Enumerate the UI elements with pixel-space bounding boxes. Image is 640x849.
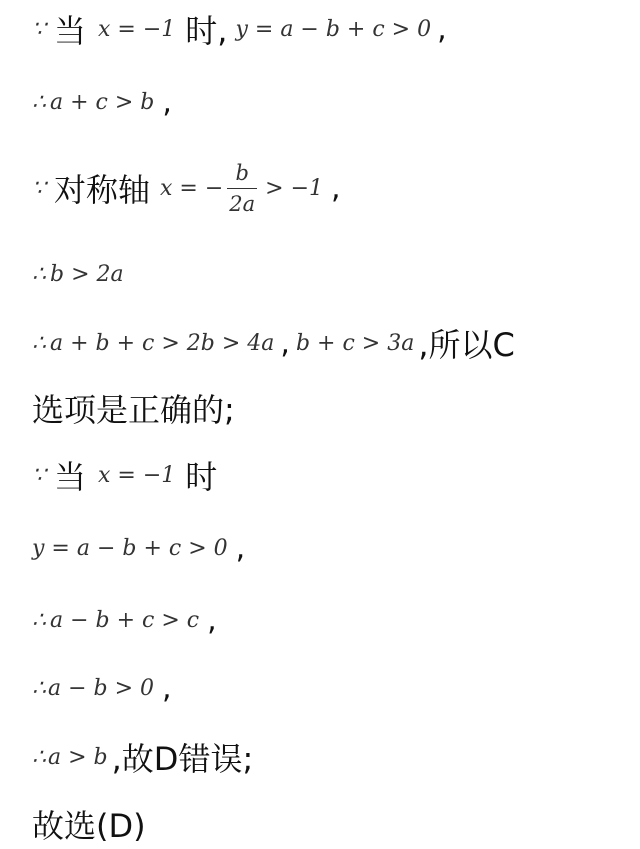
line-10 bbox=[32, 666, 632, 710]
math-y-expr: y = a − b + c > 0 bbox=[32, 535, 228, 561]
text-answer-d: 故选(D) bbox=[32, 807, 146, 845]
text-option-correct: 选项是正确的; bbox=[32, 391, 235, 429]
because-symbol: ∵ bbox=[32, 16, 46, 42]
text-dang: 当 bbox=[54, 12, 87, 50]
fraction-numerator: b bbox=[235, 160, 249, 185]
math-x-eq: x = −1 bbox=[98, 462, 176, 488]
line-1 bbox=[32, 6, 632, 52]
comma: , bbox=[280, 325, 290, 361]
line-3 bbox=[32, 152, 632, 224]
math-expr: a > b bbox=[48, 744, 108, 770]
therefore-symbol: ∴ bbox=[32, 744, 46, 770]
fraction-denominator: 2a bbox=[229, 191, 256, 216]
math-x-eq: x = −1 bbox=[98, 16, 176, 42]
because-symbol: ∵ bbox=[32, 175, 46, 201]
line-7 bbox=[32, 452, 632, 498]
line-5 bbox=[32, 320, 632, 366]
line-8 bbox=[32, 526, 632, 570]
text-so-c: ,所以C bbox=[418, 326, 515, 364]
line-4 bbox=[32, 252, 632, 296]
therefore-symbol: ∴ bbox=[32, 89, 46, 115]
comma: , bbox=[207, 602, 217, 638]
text-shi: 时 bbox=[185, 458, 218, 496]
comma: , bbox=[162, 670, 172, 706]
math-expr: a − b > 0 bbox=[48, 675, 155, 701]
fraction-b-over-2a bbox=[227, 161, 257, 216]
comma: , bbox=[331, 170, 341, 206]
math-expr-1: a + b + c > 2b > 4a bbox=[50, 330, 275, 356]
because-symbol: ∵ bbox=[32, 462, 46, 488]
text-d-wrong: ,故D错误; bbox=[111, 740, 254, 778]
text-dang: 当 bbox=[54, 458, 87, 496]
line-11 bbox=[32, 734, 632, 780]
math-x-eq-neg: x = − bbox=[160, 175, 224, 201]
text-shi: 时, bbox=[185, 12, 228, 50]
therefore-symbol: ∴ bbox=[32, 330, 46, 356]
comma: , bbox=[235, 530, 246, 566]
therefore-symbol: ∴ bbox=[32, 675, 46, 701]
math-expr: a − b + c > c bbox=[50, 607, 200, 633]
math-y-expr: y = a − b + c > 0 bbox=[235, 16, 432, 42]
therefore-symbol: ∴ bbox=[32, 607, 46, 633]
comma: , bbox=[162, 84, 172, 120]
line-6 bbox=[32, 384, 632, 432]
math-expr-2: b + c > 3a bbox=[295, 330, 415, 356]
line-9 bbox=[32, 598, 632, 642]
comma: , bbox=[437, 11, 447, 47]
line-2 bbox=[32, 80, 632, 124]
math-expr: a + c > b bbox=[50, 89, 155, 115]
text-axis-of-symmetry: 对称轴 bbox=[54, 171, 151, 209]
therefore-symbol: ∴ bbox=[32, 261, 46, 287]
math-expr: b > 2a bbox=[50, 261, 124, 287]
math-gt-neg-one: > −1 bbox=[265, 175, 324, 201]
line-12 bbox=[32, 800, 632, 848]
